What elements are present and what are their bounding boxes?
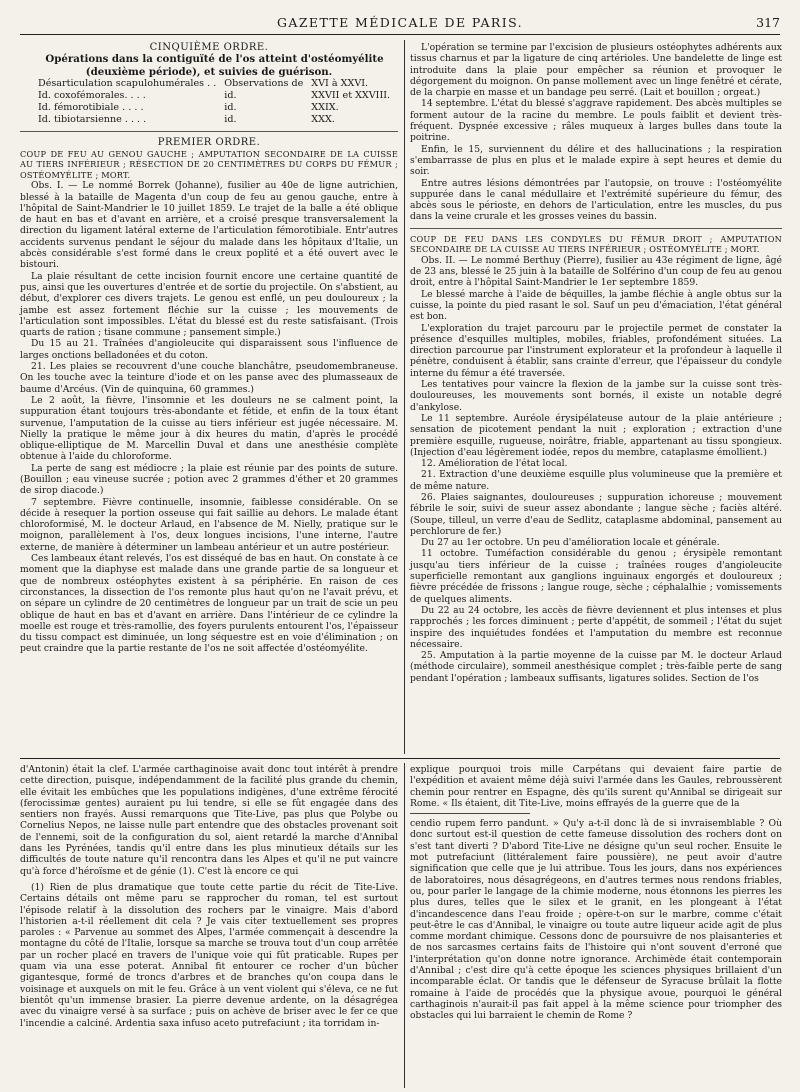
- paragraph: Entre autres lésions démontrées par l'autopsie, on trouve : l'ostéomyélite suppurée dans le canal médullaire et l'extrémité supérieure du fémur, des abcès sous le périoste, en dehors de l'articulation, entre les muscles, du pus dans la veine crurale et les grosses veines du bassin.: [410, 177, 782, 223]
- divider: [410, 228, 782, 229]
- paragraph: Obs. II. — Le nommé Berthuy (Pierre), fusilier au 43e régiment de ligne, âgé de 23 ans, blessé le 25 juin à la bataille de Solférino d'un coup de feu au genou droit, entre à l'hôpital Saint-Mandrier le 1er septembre 1859.: [410, 254, 782, 289]
- page-header: [20, 12, 780, 35]
- paragraph: 14 septembre. L'état du blessé s'aggrave rapidement. Des abcès multiples se forment autour de la racine du membre. Le pouls faiblit et devient très-fréquent. Dyspnée excessive ; râles muqueux à larges bulles dans toute la poitrine.: [410, 98, 782, 144]
- footnote: cendio rupem ferro pandunt. » Qu'y a-t-il donc là de si invraisemblable ? Où donc surtout est-il question de cette fameuse dissolution des rochers dont on s'est tant diverti ? D'abord Tite-Live ne désigne qu'un seul rocher. Ensuite le mot putrefaciunt (littéralement faire poussière), ne peut avoir d'autre signification que celle que je lui attribue. Tous les jours, dans nos expériences de laboratoires, nous désagrégeons, en d'autres termes nous rendons friables, ou, pour parler le langage de la chimie moderne, nous étonnons les pierres les plus dures, telles que le silex et le granit, en les plongeant à l'état d'incandescence dans l'eau froide ; opère-t-on sur le marbre, comme c'était peut-être le cas d'Annibal, le vinaigre ou toute autre liqueur acide agit de plus comme mordant chimique. Cessons donc de poursuivre de nos plaisanteries et de nos sarcasmes certains faits de l'histoire qui n'ont souvent d'erroné que l'interprétation qu'on donne notre ignorance. Archimède était contemporain d'Annibal ; c'est dire qu'à cette époque les sciences physiques brillaient d'un incomparable éclat. Or tandis que le défenseur de Syracuse brûlait la flotte romaine à l'aide de procédés que la physique avoue, pourquoi le général carthaginois n'aurait-il pas fait appel à la même science pour triompher des obstacles qui lui barraient le chemin de Rome ?: [410, 818, 782, 1022]
- paragraph: L'exploration du trajet parcouru par le projectile permet de constater la présence d'esquilles multiples, mobiles, friables, profondément situées. La direction parcourue par l'instrument explorateur et la profondeur à laquelle il pénètre, conduisent à établir, sans crainte d'erreur, que l'épaisseur du condyle interne du fémur a été traversée.: [410, 322, 782, 379]
- table-cell: Id. fémorotibiale . . . .: [38, 101, 144, 113]
- paragraph: Ces lambeaux étant relevés, l'os est disséqué de bas en haut. On constate à ce moment que la diaphyse est malade dans une grande partie de sa longueur et que de nombreux ostéophytes existent à sa périphérie. En raison de ces circonstances, la dissection de l'os remonte plus haut qu'on ne l'avait prévu, et on sépare un cylindre de 20 centimètres de longueur par un trait de scie un peu oblique de haut en bas et d'avant en arrière. Dans l'intérieur de ce cylindre la moelle est rouge et très-ramollie, des foyers purulents entourent l'os, l'épaisseur du tissu compact est diminuée, un long séquestre est en voie d'élimination ; on peut craindre que la partie restante de l'os ne soit affectée d'ostéomyélite.: [20, 553, 398, 655]
- paragraph: explique pourquoi trois mille Carpétans qui devaient faire partie de l'expédition et avaient même déjà suivi l'armée dans les Gaules, rebroussèrent chemin pour rentrer en Espagne, dès qu'ils surent qu'Annibal se dirigeait sur Rome. « Ils étaient, dit Tite-Live, moins effrayés de la guerre que de la: [410, 764, 782, 809]
- table-cell: XXVII et XXVIII.: [311, 90, 391, 102]
- right-column: [410, 42, 782, 684]
- left-column: [20, 42, 398, 655]
- table-row: [34, 114, 394, 126]
- paragraph: Les tentatives pour vaincre la flexion de la jambe sur la cuisse sont très-douloureuses, les mouvements sont bornés, il existe un notable degré d'ankylose.: [410, 379, 782, 413]
- table-cell: XXIX.: [311, 101, 339, 113]
- paragraph: 25. Amputation à la partie moyenne de la cuisse par M. le docteur Arlaud (méthode circulaire), sommeil anesthésique complet ; très-faible perte de sang pendant l'opération ; lambeaux suffisants, ligatures solides. Section de l'os: [410, 650, 782, 684]
- table-row: [34, 102, 394, 114]
- case-title: COUP DE FEU DANS LES CONDYLES DU FÉMUR DROIT ; AMPUTATION SECONDAIRE DE LA CUISSE AU TIERS INFÉRIEUR ; OSTÉOMYÉLITE ; MORT.: [410, 233, 782, 255]
- paragraph: Du 22 au 24 octobre, les accès de fièvre deviennent et plus intenses et plus rapprochés ; les forces diminuent ; perte d'appétit, de sommeil ; l'état du sujet inspire des inquiétudes fondées et l'amputation du membre est reconnue nécessaire.: [410, 604, 782, 650]
- paragraph: Le blessé marche à l'aide de béquilles, la jambe fléchie à angle obtus sur la cuisse, la pointe du pied rasant le sol. Sauf un peu d'émaciation, l'état général est bon.: [410, 288, 782, 323]
- paragraph: La perte de sang est médiocre ; la plaie est réunie par des points de suture. (Bouillon ; eau vineuse sucrée ; potion avec 2 grammes d'éther et 20 grammes de sirop diacode.): [20, 462, 398, 497]
- feuilleton-right: [410, 764, 782, 1022]
- divider: [20, 131, 398, 132]
- page-number: 317: [756, 15, 780, 30]
- section-heading: CINQUIÈME ORDRE.: [149, 42, 269, 53]
- paragraph: Le 2 août, la fièvre, l'insomnie et les douleurs ne se calment point, la suppuration étant toujours très-abondante et fétide, et enfin de la toux étant survenue, l'amputation de la cuisse au tiers inférieur est jugée nécessaire. M. Nielly la pratique le même jour à dix heures du matin, d'après le procédé oblique-elliptique de M. Marcellin Duval et dans une anesthésie complète obtenue à l'aide du chloroforme.: [20, 394, 398, 463]
- case-title: COUP DE FEU AU GENOU GAUCHE ; AMPUTATION SECONDAIRE DE LA CUISSE AU TIERS INFÉRIEUR ; RÉSECTION DE 20 CENTIMÈTRES DU CORPS DU FÉMUR ; OSTÉOMYÉLITE ; MORT.: [20, 148, 398, 180]
- table-cell: Id. coxofémorales. . . .: [38, 90, 146, 102]
- feuilleton-left: [20, 764, 398, 1029]
- paragraph: 26. Plaies saignantes, douloureuses ; suppuration ichoreuse ; mouvement fébrile le soir, suivi de sueur assez abondante ; langue sèche ; faciès altéré. (Soupe, tilleul, un verre d'eau de Sedlitz, cataplasme abdominal, pansement au perchlorure de fer.): [410, 491, 782, 537]
- horizontal-rule: [20, 758, 780, 759]
- paragraph: 11 octobre. Tuméfaction considérable du genou ; érysipèle remontant jusqu'au tiers inférieur de la cuisse ; traînées rouges d'angioleucite superficielle remontant aux ganglions inguinaux engorgés et douloureux ; fièvre précédée de frissons ; langue rouge, sèche ; céphalalhie ; vomissements de quelques aliments.: [410, 548, 782, 605]
- table-cell: Id. tibiotarsienne . . . .: [38, 113, 147, 125]
- paragraph: d'Antonin) était la clef. L'armée carthaginoise avait donc tout intérêt à prendre cette direction, puisque, indépendamment de la facilité plus grande du chemin, elle évitait les embûches que les populations indigènes, d'une extrême férocité (ferocissimæ gentes) auraient pu lui tendre, si elle se fût engagée dans des sentiers non frayés. Aussi remarquons que Tite-Live, pas plus que Polybe ou Cornelius Nepos, ne laisse nulle part entendre que des obstacles provenant soit de l'ennemi, soit de la configuration du sol, aient retardé la marche d'Annibal dans les Pyrénées, tandis qu'il entre dans les plus minutieux détails sur les difficultés de toute nature qu'il rencontra dans les Alpes et qu'il ne put vaincre qu'à force d'héroïsme et de génie (1). C'est là encore ce qui: [20, 764, 398, 877]
- table-row: [34, 78, 394, 90]
- operations-table: [34, 78, 394, 125]
- paragraph: 7 septembre. Fièvre continuelle, insomnie, faiblesse considérable. On se décide à resequer la portion osseuse qui fait saillie au dehors. Le malade étant chloroformisé, M. le docteur Arlaud, en l'absence de M. Nielly, pratique sur le moignon, parallèlement à l'os, deux longues incisions, l'une interne, l'autre externe, de manière à déterminer un lambeau antérieur et un autre postérieur.: [20, 496, 398, 553]
- paragraph: L'opération se termine par l'excision de plusieurs ostéophytes adhérents aux tissus charnus et par la ligature de cinq artérioles. Une bandelette de linge est introduite dans la plaie pour empêcher sa réunion et provoquer le dégorgement du moignon. On panse mollement avec un linge fenêtré et cérate, de la charpie en masse et un bandage peu serré. (Lait et bouillon ; orgeat.): [410, 42, 782, 99]
- table-row: [34, 90, 394, 102]
- table-cell: id.: [224, 101, 237, 113]
- paragraph: Le 11 septembre. Auréole érysipélateuse autour de la plaie antérieure ; sensation de picotement pendant la nuit ; exploration ; extraction d'une première esquille, rugueuse, noirâtre, friable, appartenant au tissu spongieux. (Injection d'eau légèrement iodée, repos du membre, cataplasme émollient.): [410, 412, 782, 458]
- table-cell: XXX.: [311, 113, 335, 125]
- table-cell: Observations de: [224, 78, 304, 90]
- paragraph: La plaie résultant de cette incision fournit encore une certaine quantité de pus, ainsi que les ouvertures d'entrée et de sortie du projectile. On s'abstient, au début, d'explorer ces divers trajets. Le genou est enflé, un peu douloureux ; la jambe est assez fortement fléchie sur la cuisse ; les mouvements de l'articulation sont impossibles. L'état du blessé est du reste satisfaisant. (Trois quarts de ration ; tisane commune ; pansement simple.): [20, 270, 398, 339]
- table-cell: id.: [224, 113, 237, 125]
- section-heading: PREMIER ORDRE.: [157, 137, 261, 149]
- paragraph: 21. Extraction d'une deuxième esquille plus volumineuse que la première et de même nature.: [410, 469, 782, 492]
- table-cell: Désarticulation scapulohumérales . .: [38, 78, 217, 90]
- paragraph: Obs. I. — Le nommé Borrek (Johanne), fusilier au 40e de ligne autrichien, blessé à la bataille de Magenta d'un coup de feu au genou gauche, entre à l'hôpital de Saint-Mandrier le 10 juillet 1859. Le trajet de la balle a été oblique de haut en bas et d'avant en arrière, et a croisé presque transversalement la direction du ligament latéral externe de l'articulation fémorotibiale. Entr'autres accidents survenus pendant le séjour du malade dans les hôpitaux d'Italie, un abcès considérable s'est formé dans le creux poplité et a été ouvert avec le bistouri.: [20, 180, 398, 271]
- table-cell: XVI à XXVI.: [311, 78, 369, 90]
- table-cell: id.: [224, 90, 237, 102]
- paragraph: 21. Les plaies se recouvrent d'une couche blanchâtre, pseudomembraneuse. On les touche avec la teinture d'iode et on les panse avec des plumasseaux de baume d'Arcéus. (Vin de quinquina, 60 grammes.): [20, 361, 398, 395]
- footnote-rule: [410, 813, 530, 814]
- paragraph: Enfin, le 15, surviennent du délire et des hallucinations ; la respiration s'embarrasse de plus en plus et le malade expire à sept heures et demie du soir.: [410, 143, 782, 178]
- column-divider: [404, 40, 405, 754]
- journal-title: GAZETTE MÉDICALE DE PARIS.: [277, 15, 523, 30]
- section-title: Opérations dans la contiguïté de l'os atteint d'ostéomyélite (deuxième période), et suivies de guérison.: [45, 53, 384, 78]
- column-divider: [404, 763, 405, 1088]
- footnote: (1) Rien de plus dramatique que toute cette partie du récit de Tite-Live. Certains détails ont même paru se rapprocher du roman, tel est surtout l'épisode relatif à la dissolution des rochers par le vinaigre. Mais d'abord l'historien a-t-il réellement dit cela ? Je vais citer textuellement ses propres paroles : « Parvenue au sommet des Alpes, l'armée commençait à descendre la montagne du côté de l'Italie, lorsque sa marche se trouva tout d'un coup arrêtée par un rocher placé en travers de l'unique voie qui fût praticable. Rupes per quam via una esse poterat. Annibal fit entourer ce rocher d'un bûcher gigantesque, formé de troncs d'arbres et de branches qu'on coupa dans le voisinage et auxquels on mit le feu. Grâce à un vent violent qui s'éleva, ce ne fut bientôt qu'un immense brasier. La pierre devenue ardente, on la désagrégea avec du vinaigre versé à sa surface ; puis on achève de briser avec le fer ce que l'incendie a calciné. Ardentia saxa infuso aceto putrefaciunt ; ita torridam in-: [20, 881, 398, 1029]
- paragraph: Du 27 au 1er octobre. Un peu d'amélioration locale et générale.: [421, 537, 720, 549]
- paragraph: Du 15 au 21. Traînées d'angioleucite qui disparaissent sous l'influence de larges onctions belladonées et du coton.: [20, 338, 398, 361]
- paragraph: 12. Amélioration de l'état local.: [421, 458, 568, 470]
